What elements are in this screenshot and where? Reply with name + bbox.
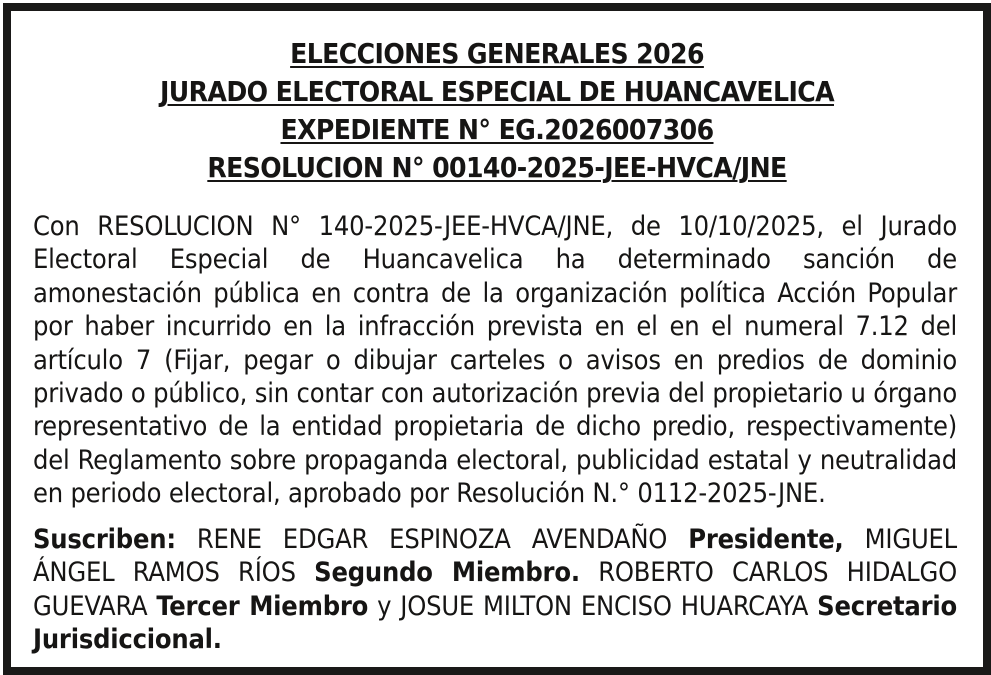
resolution-body: Con RESOLUCION N° 140-2025-JEE-HVCA/JNE, de 10/10/2025, el Jurado Electoral Especial de Huancavelica ha determinado sanción de amonestación pública en contra de la organización política Acción Popular por haber incurrido en la infracción prevista en el en el numeral 7.12 del artículo 7 (Fijar, pegar o dibujar carteles o avisos en predios de dominio privado o público, sin contar con autorización previa del propietario u órgano representativo de la entidad propietaria de dicho predio, respectivamente) del Reglamento sobre propaganda electoral, publicidad estatal y neutralidad en periodo electoral, aprobado por Resolución N.° 0112-2025-JNE. — [33, 211, 957, 510]
member4-name: y JOSUE MILTON ENCISO HUARCAYA — [368, 590, 818, 622]
member1-name: RENE EDGAR ESPINOZA AVENDAÑO — [175, 524, 689, 555]
signatories-label: Suscriben: — [33, 524, 176, 555]
signatories-paragraph — [33, 523, 957, 657]
notice-heading — [11, 35, 983, 187]
jury-title: JURADO ELECTORAL ESPECIAL DE HUANCAVELICA — [160, 75, 834, 108]
member2-role: Segundo Miembro. — [314, 557, 580, 589]
election-title: ELECCIONES GENERALES 2026 — [290, 37, 704, 70]
notice-frame — [3, 3, 991, 675]
case-number: EXPEDIENTE N° EG.2026007306 — [280, 113, 714, 146]
member4-role: Secretario Jurisdiccional. — [33, 590, 957, 656]
member1-role: Presidente, — [688, 524, 844, 555]
member2-name: MIGUEL ÁNGEL RAMOS RÍOS — [33, 524, 958, 589]
member3-name: ROBERTO CARLOS HIDALGO GUEVARA — [33, 557, 958, 622]
member3-role: Tercer Miembro — [156, 590, 369, 622]
resolution-number: RESOLUCION N° 00140-2025-JEE-HVCA/JNE — [207, 151, 787, 184]
